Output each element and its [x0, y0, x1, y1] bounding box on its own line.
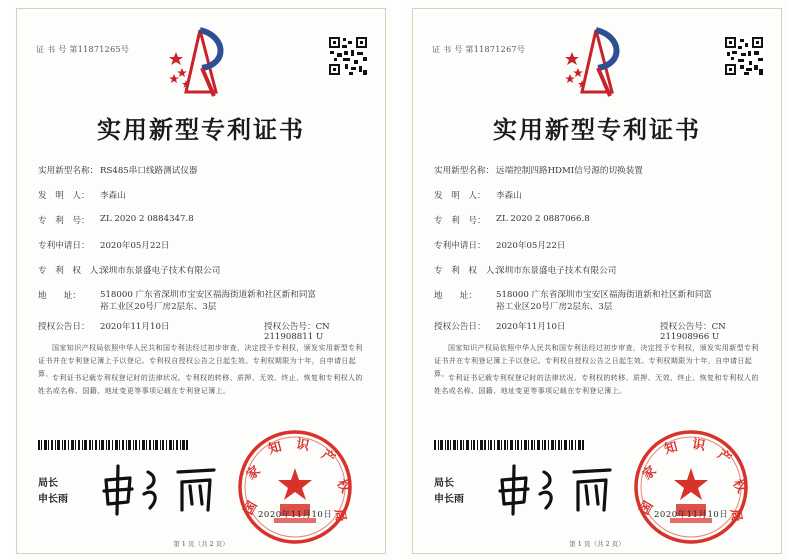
qr-code-icon	[724, 36, 764, 76]
certificate-right	[406, 0, 788, 560]
certificate-paragraph: 国家知识产权局依照中华人民共和国专利法经过初步审查，决定授予专利权，颁发实用新型专利证书并在专利登记簿上予以登记。专利权自授权公告之日起生效。专利权期限为十年，自申请日起算。	[434, 344, 759, 378]
field-patent-number	[38, 214, 368, 239]
certificate-paragraph: 专利证书记载专利权登记时的法律状况。专利权的转移、质押、无效、终止、恢复和专利权人的姓名或名称、国籍、地址变更等事项记载在专利登记簿上。	[434, 374, 759, 395]
issue-date: 2020年11月10日	[654, 510, 729, 520]
field-label: 专 利 权 人：	[38, 266, 107, 276]
svg-text:局: 局	[330, 507, 348, 524]
field-label: 专 利 权 人：	[434, 266, 503, 276]
field-label: 授权公告号：	[660, 322, 712, 332]
signature-icon	[492, 458, 622, 518]
field-value: ZL 2020 2 0884347.8	[100, 214, 194, 224]
field-patentee	[434, 264, 764, 289]
field-label: 授权公告号：	[264, 322, 316, 332]
svg-text:知: 知	[266, 439, 284, 458]
field-label: 实用新型名称：	[38, 166, 99, 176]
field-value: 518000 广东省深圳市宝安区福海街道新和社区新和同富裕工业区20号厂房2层东、3层	[100, 290, 317, 312]
field-utility-model-name	[38, 164, 368, 189]
field-label: 专 利 号：	[434, 216, 486, 226]
field-value: 深圳市东景盛电子技术有限公司	[496, 266, 617, 276]
field-label: 发 明 人：	[434, 191, 486, 201]
field-label: 实用新型名称：	[434, 166, 495, 176]
field-inventor	[38, 189, 368, 214]
field-inventor	[434, 189, 764, 214]
field-label: 专利申请日：	[434, 241, 486, 251]
field-grant-number	[264, 320, 368, 342]
field-value: RS485串口线路测试仪器	[100, 166, 198, 176]
svg-text:权: 权	[333, 476, 353, 496]
field-utility-model-name	[434, 164, 764, 189]
field-value: 李森山	[100, 191, 126, 201]
field-address	[38, 289, 368, 320]
page-number: 第 1 页（共 2 页）	[173, 540, 229, 548]
qr-code-icon	[328, 36, 368, 76]
certificate-title: 实用新型专利证书	[97, 115, 305, 144]
field-value: ZL 2020 2 0887066.8	[496, 214, 590, 224]
field-address	[434, 289, 764, 320]
barcode-icon	[38, 440, 188, 450]
field-label: 授权公告日：	[38, 322, 90, 332]
field-value: 2020年05月22日	[496, 241, 566, 251]
svg-text:产: 产	[714, 447, 734, 468]
field-label: 专 利 号：	[38, 216, 90, 226]
field-patent-number	[434, 214, 764, 239]
field-label: 专利申请日：	[38, 241, 90, 251]
signature-title: 局长	[38, 478, 58, 489]
certificate-fields	[434, 164, 764, 345]
field-value: CN 211908811 U	[264, 322, 330, 342]
field-value: 2020年05月22日	[100, 241, 170, 251]
svg-text:局: 局	[726, 507, 744, 524]
certificate-number: 证 书 号 第11871267号	[432, 45, 526, 54]
field-value: 李森山	[496, 191, 522, 201]
page-number: 第 1 页（共 2 页）	[569, 540, 625, 548]
barcode-icon	[434, 440, 584, 450]
field-label: 地 址：	[434, 291, 477, 301]
certificate-paragraph: 专利证书记载专利权登记时的法律状况。专利权的转移、质押、无效、终止、恢复和专利权人的姓名或名称、国籍、地址变更等事项记载在专利登记簿上。	[38, 374, 363, 395]
svg-text:权: 权	[729, 476, 749, 496]
svg-text:国: 国	[241, 498, 261, 518]
field-label: 发 明 人：	[38, 191, 90, 201]
field-value: 518000 广东省深圳市宝安区福海街道新和社区新和同富裕工业区20号厂房2层东、3层	[496, 290, 713, 312]
field-patentee	[38, 264, 368, 289]
field-filing-date	[434, 239, 764, 264]
field-value: 深圳市东景盛电子技术有限公司	[100, 266, 221, 276]
certificate-left	[10, 0, 392, 560]
certificate-number: 证 书 号 第11871265号	[36, 45, 130, 54]
svg-text:产: 产	[318, 447, 338, 468]
signature-title: 局长	[434, 478, 454, 489]
field-value: 2020年11月10日	[100, 322, 170, 332]
cnipa-logo-icon	[562, 22, 632, 100]
field-value: 2020年11月10日	[496, 322, 566, 332]
signature-icon	[96, 458, 226, 518]
certificate-fields	[38, 164, 368, 345]
field-grant-number	[660, 320, 764, 342]
issue-date: 2020年11月10日	[258, 510, 333, 520]
svg-text:知: 知	[662, 439, 680, 458]
cnipa-logo-icon	[166, 22, 236, 100]
certificate-paragraph: 国家知识产权局依照中华人民共和国专利法经过初步审查，决定授予专利权，颁发实用新型专利证书并在专利登记簿上予以登记。专利权自授权公告之日起生效。专利权期限为十年，自申请日起算。	[38, 344, 363, 378]
field-label: 地 址：	[38, 291, 81, 301]
signature-name: 申长雨	[38, 494, 68, 505]
official-seal-icon	[236, 428, 354, 546]
svg-text:识: 识	[294, 437, 311, 455]
field-value: CN 211908966 U	[660, 322, 726, 342]
signature-name: 申长雨	[434, 494, 464, 505]
svg-text:家: 家	[243, 463, 264, 484]
field-label: 授权公告日：	[434, 322, 486, 332]
field-value: 远端控制四路HDMI信号源的切换装置	[496, 166, 643, 176]
svg-text:家: 家	[639, 463, 660, 484]
svg-text:识: 识	[690, 437, 707, 455]
official-seal-icon	[632, 428, 750, 546]
certificate-title: 实用新型专利证书	[493, 115, 701, 144]
field-filing-date	[38, 239, 368, 264]
svg-text:国: 国	[637, 498, 657, 518]
